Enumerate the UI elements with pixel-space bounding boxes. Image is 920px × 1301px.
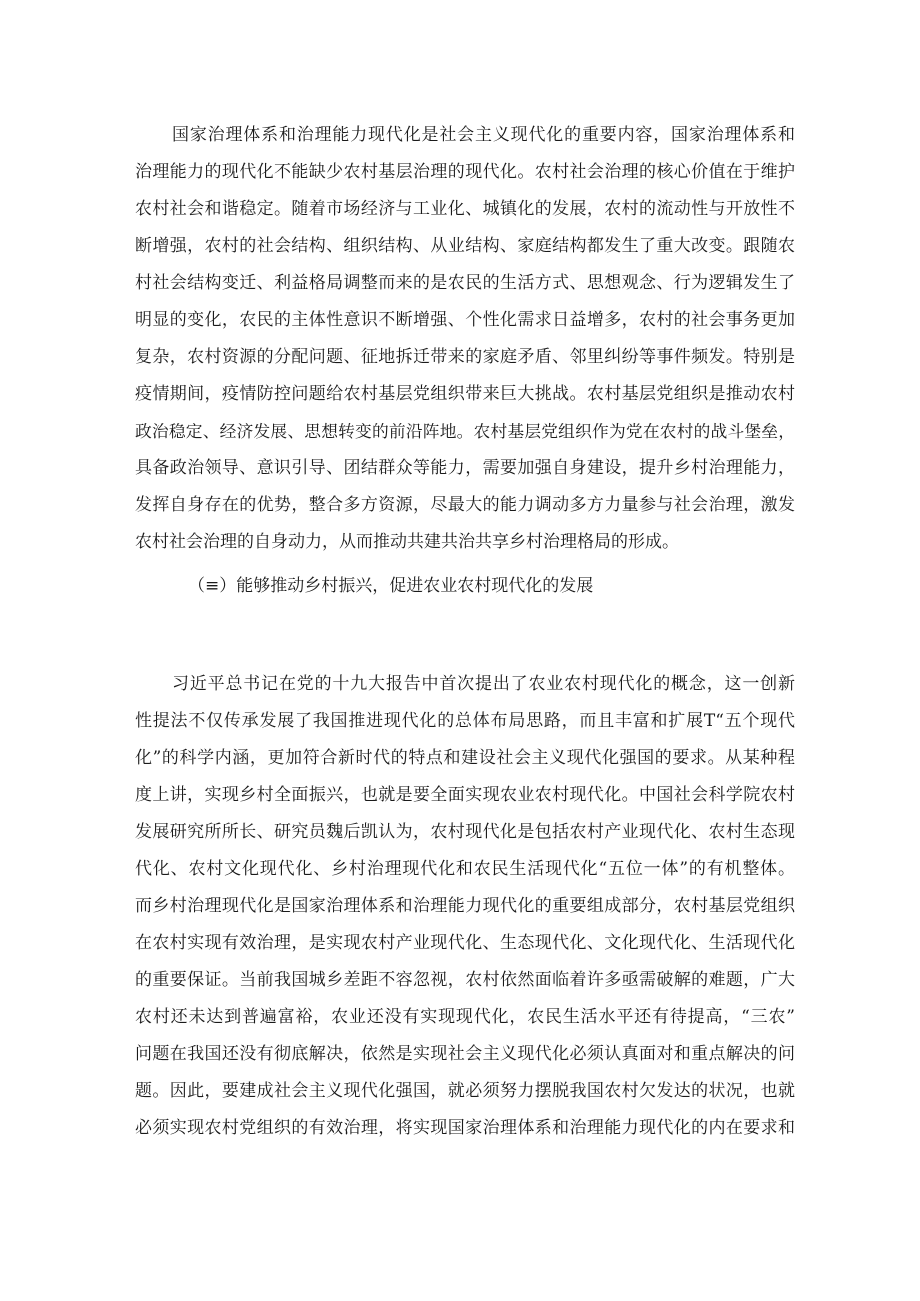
text-line: 代化、农村文化现代化、乡村治理现代化和农民生活现代化“五位一体”的有机整体。 bbox=[135, 859, 795, 879]
text-line: 发展研究所所长、研究员魏后凯认为，农村现代化是包括农村产业现代化、农村生态现 bbox=[135, 822, 795, 842]
text-line: 性提法不仅传承发展了我国推进现代化的总体布局思路，而且丰富和扩展T“五个现代 bbox=[135, 711, 795, 731]
text-line: 习近平总书记在党的十九大报告中首次提出了农业农村现代化的概念，这一创新 bbox=[172, 674, 795, 694]
text-line: 的重要保证。当前我国城乡差距不容忽视，农村依然面临着许多亟需破解的难题，广大 bbox=[135, 970, 795, 990]
text-line: 断增强，农村的社会结构、组织结构、从业结构、家庭结构都发生了重大改变。跟随农 bbox=[135, 236, 795, 256]
text-line: 在农村实现有效治理，是实现农村产业现代化、生态现代化、文化现代化、生活现代化 bbox=[135, 933, 795, 953]
text-line: 具备政治领导、意识引导、团结群众等能力，需要加强自身建设，提升乡村治理能力， bbox=[135, 458, 795, 478]
text-line: 发挥自身存在的优势，整合多方资源，尽最大的能力调动多方力量参与社会治理，激发 bbox=[135, 495, 795, 515]
text-line: 度上讲，实现乡村全面振兴，也就是要全面实现农业农村现代化。中国社会科学院农村 bbox=[135, 785, 795, 805]
text-line: 明显的变化，农民的主体性意识不断增强、个性化需求日益增多，农村的社会事务更加 bbox=[135, 310, 795, 330]
text-line: 题。因此，要建成社会主义现代化强国，就必须努力摆脱我国农村欠发达的状况，也就 bbox=[135, 1081, 795, 1101]
text-line: 复杂，农村资源的分配问题、征地拆迁带来的家庭矛盾、邻里纠纷等事件频发。特别是 bbox=[135, 347, 795, 367]
text-line: 而乡村治理现代化是国家治理体系和治理能力现代化的重要组成部分，农村基层党组织 bbox=[135, 896, 795, 916]
text-line: 治理能力的现代化不能缺少农村基层治理的现代化。农村社会治理的核心价值在于维护 bbox=[135, 162, 795, 182]
text-line: 疫情期间，疫情防控问题给农村基层党组织带来巨大挑战。农村基层党组织是推动农村 bbox=[135, 384, 795, 404]
text-line: 农村社会治理的自身动力，从而推动共建共治共享乡村治理格局的形成。 bbox=[135, 532, 679, 552]
text-line: 国家治理体系和治理能力现代化是社会主义现代化的重要内容，国家治理体系和 bbox=[172, 125, 795, 145]
text-line: 村社会结构变迁、利益格局调整而来的是农民的生活方式、思想观念、行为逻辑发生了 bbox=[135, 273, 795, 293]
text-line: 必须实现农村党组织的有效治理，将实现国家治理体系和治理能力现代化的内在要求和 bbox=[135, 1118, 795, 1138]
text-line: 问题在我国还没有彻底解决，依然是实现社会主义现代化必须认真面对和重点解决的问 bbox=[135, 1044, 795, 1064]
section-heading: （≡）能够推动乡村振兴，促进农业农村现代化的发展 bbox=[188, 576, 594, 596]
text-line: 化”的科学内涵，更加符合新时代的特点和建设社会主义现代化强国的要求。从某种程 bbox=[135, 748, 795, 768]
text-line: 农村还未达到普遍富裕，农业还没有实现现代化，农民生活水平还有待提高，“三农” bbox=[135, 1007, 795, 1027]
text-line: 政治稳定、经济发展、思想转变的前沿阵地。农村基层党组织作为党在农村的战斗堡垒， bbox=[135, 421, 795, 441]
text-line: 农村社会和谐稳定。随着市场经济与工业化、城镇化的发展，农村的流动性与开放性不 bbox=[135, 199, 795, 219]
